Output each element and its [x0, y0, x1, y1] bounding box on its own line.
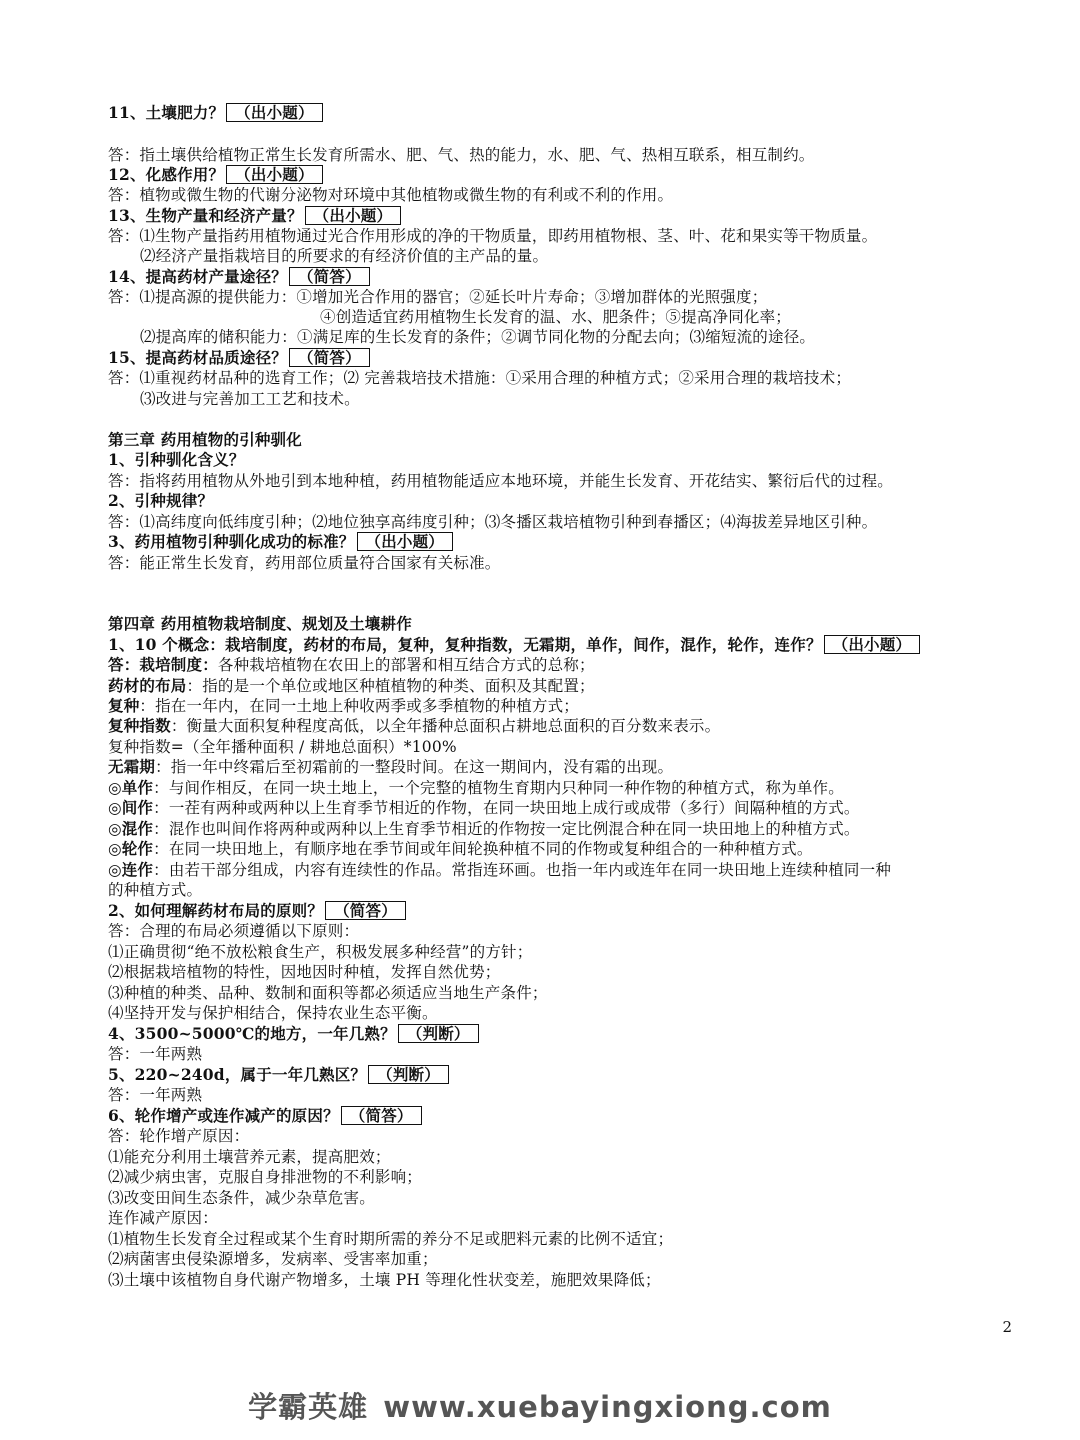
answer-line: 答：指土壤供给植物正常生长发育所需水、肥、气、热的能力，水、肥、气、热相互联系，相互制约。	[108, 146, 815, 164]
question-heading: 1、10 个概念：栽培制度，药材的布局，复种，复种指数，无霜期，单作，间作，混作，轮作，连作？ （出小题）	[108, 635, 1020, 655]
answer-line: ⑴能充分利用土壤营养元素，提高肥效；	[108, 1148, 391, 1166]
answer-line: ⑴植物生长发育全过程或某个生育时期所需的养分不足或肥料元素的比例不适宜；	[108, 1230, 674, 1248]
definition-line: ◎混作：混作也叫间作将两种或两种以上生育季节相近的作物按一定比例混合种在同一块田地上的种植方式。	[108, 819, 860, 838]
question-heading: 4、3500~5000℃的地方，一年几熟？ （判断）	[108, 1024, 1020, 1044]
definition-line: 复种指数：衡量大面积复种程度高低，以全年播种总面积占耕地总面积的百分数来表示。	[108, 716, 721, 735]
answer-line: 连作减产原因：	[108, 1209, 218, 1227]
answer-line: 答：⑴提高源的提供能力：①增加光合作用的器官；②延长叶片寿命；③增加群体的光照强度；	[108, 288, 768, 306]
answer-line: ⑵经济产量指栽培目的所要求的有经济价值的主产品的量。	[140, 247, 549, 265]
answer-line: 答：植物或微生物的代谢分泌物对环境中其他植物或微生物的有利或不利的作用。	[108, 186, 674, 204]
question-type-tag: （判断）	[368, 1065, 449, 1084]
answer-line: ⑶改进与完善加工工艺和技术。	[140, 390, 360, 408]
definition-line: ◎连作：由若干部分组成，内容有连续性的作品。常指连环画。也指一年内或连年在同一块田地上连续种植同一种	[108, 860, 892, 879]
answer-line: 答：⑴高纬度向低纬度引种；⑵地位独享高纬度引种；⑶冬播区栽培植物引种到春播区；⑷海拔差异地区引种。	[108, 513, 878, 531]
question-heading: 15、提高药材品质途径？ （简答）	[108, 348, 1020, 368]
watermark-brand: 学霸英雄	[248, 1390, 369, 1424]
question-type-tag: （简答）	[289, 348, 370, 367]
question-heading: 2、如何理解药材布局的原则？ （简答）	[108, 901, 1020, 921]
answer-line: 答：轮作增产原因：	[108, 1127, 250, 1145]
question-type-tag: （出小题）	[305, 206, 402, 225]
question-type-tag: （简答）	[341, 1106, 422, 1125]
answer-line: ⑶土壤中该植物自身代谢产物增多，土壤 PH 等理化性状变差，施肥效果降低；	[108, 1271, 661, 1289]
question-heading: 1、引种驯化含义？	[108, 450, 245, 469]
question-type-tag: （简答）	[289, 267, 370, 286]
question-heading: 2、引种规律？	[108, 491, 214, 510]
answer-line: ⑵提高库的储积能力：①满足库的生长发育的条件；②调节同化物的分配去向；⑶缩短流的途径。	[140, 328, 816, 346]
definition-line: 无霜期：指一年中终霜后至初霜前的一整段时间。在这一期间内，没有霜的出现。	[108, 757, 674, 776]
answer-line: 答：指将药用植物从外地引到本地种植，药用植物能适应本地环境，并能生长发育、开花结实、繁衍后代的过程。	[108, 472, 894, 490]
question-heading: 5、220~240d，属于一年几熟区？ （判断）	[108, 1065, 1020, 1085]
page-number: 2	[1002, 1318, 1012, 1336]
answer-line: 答：合理的布局必须遵循以下原则：	[108, 922, 360, 940]
question-type-tag: （判断）	[398, 1024, 479, 1043]
question-type-tag: （简答）	[325, 901, 406, 920]
answer-line: ⑵减少病虫害，克服自身排泄物的不利影响；	[108, 1168, 423, 1186]
chapter-heading: 第三章 药用植物的引种驯化	[108, 430, 302, 449]
answer-line: ④创造适宜药用植物生长发育的温、水、肥条件；⑤提高净同化率；	[320, 308, 792, 326]
answer-line: 答：一年两熟	[108, 1045, 203, 1063]
question-heading: 6、轮作增产或连作减产的原因？ （简答）	[108, 1106, 1020, 1126]
answer-line: ⑶改变田间生态条件，减少杂草危害。	[108, 1189, 375, 1207]
answer-line: ⑵病菌害虫侵染源增多，发病率、受害率加重；	[108, 1250, 438, 1268]
answer-line: 答：能正常生长发育，药用部位质量符合国家有关标准。	[108, 554, 501, 572]
question-type-tag: （出小题）	[226, 165, 323, 184]
chapter-heading: 第四章 药用植物栽培制度、规划及土壤耕作	[108, 614, 412, 633]
answer-line: 答：一年两熟	[108, 1086, 203, 1104]
question-heading: 11、土壤肥力？ （出小题）	[108, 103, 1020, 123]
question-heading: 13、生物产量和经济产量？ （出小题）	[108, 206, 1020, 226]
definition-line: 药材的布局：指的是一个单位或地区种植植物的种类、面积及其配置；	[108, 676, 595, 695]
watermark-footer	[0, 1385, 1080, 1425]
definition-line: ◎轮作：在同一块田地上，有顺序地在季节间或年间轮换种植不同的作物或复种组合的一种种植方式。	[108, 839, 813, 858]
definition-line: ◎单作：与间作相反，在同一块土地上，一个完整的植物生育期内只种同一种作物的种植方式，称为单作。	[108, 778, 844, 797]
answer-line: 的种植方式。	[108, 881, 203, 899]
answer-line: ⑷坚持开发与保护相结合，保持农业生态平衡。	[108, 1004, 438, 1022]
answer-line: 答：⑴生物产量指药用植物通过光合作用形成的净的干物质量，即药用植物根、茎、叶、花和果实等干物质量。	[108, 227, 878, 245]
definition-line: 答：栽培制度：各种栽培植物在农田上的部署和相互结合方式的总称；	[108, 655, 595, 674]
question-heading: 3、药用植物引种驯化成功的标准？ （出小题）	[108, 532, 1020, 552]
answer-line: ⑴正确贯彻“绝不放松粮食生产，积极发展多种经营”的方针；	[108, 943, 533, 961]
question-heading: 12、化感作用？ （出小题）	[108, 165, 1020, 185]
answer-line: 答：⑴重视药材品种的选育工作；⑵ 完善栽培技术措施：①采用合理的种植方式；②采用合理的栽培技术；	[108, 369, 852, 387]
answer-line: ⑶种植的种类、品种、数制和面积等都必须适应当地生产条件；	[108, 984, 548, 1002]
definition-line: ◎间作：一茬有两种或两种以上生育季节相近的作物，在同一块田地上成行或成带（多行）间隔种植的方式。	[108, 798, 860, 817]
question-type-tag: （出小题）	[824, 635, 921, 654]
formula-line: 复种指数=（全年播种面积 / 耕地总面积）*100%	[108, 738, 457, 756]
question-type-tag: （出小题）	[226, 103, 323, 122]
question-type-tag: （出小题）	[357, 532, 454, 551]
definition-line: 复种：指在一年内，在同一土地上种收两季或多季植物的种植方式；	[108, 696, 580, 715]
watermark-url: www.xuebayingxiong.com	[383, 1390, 832, 1424]
question-heading: 14、提高药材产量途径？ （简答）	[108, 267, 1020, 287]
answer-line: ⑵根据栽培植物的特性，因地因时种植，发挥自然优势；	[108, 963, 501, 981]
